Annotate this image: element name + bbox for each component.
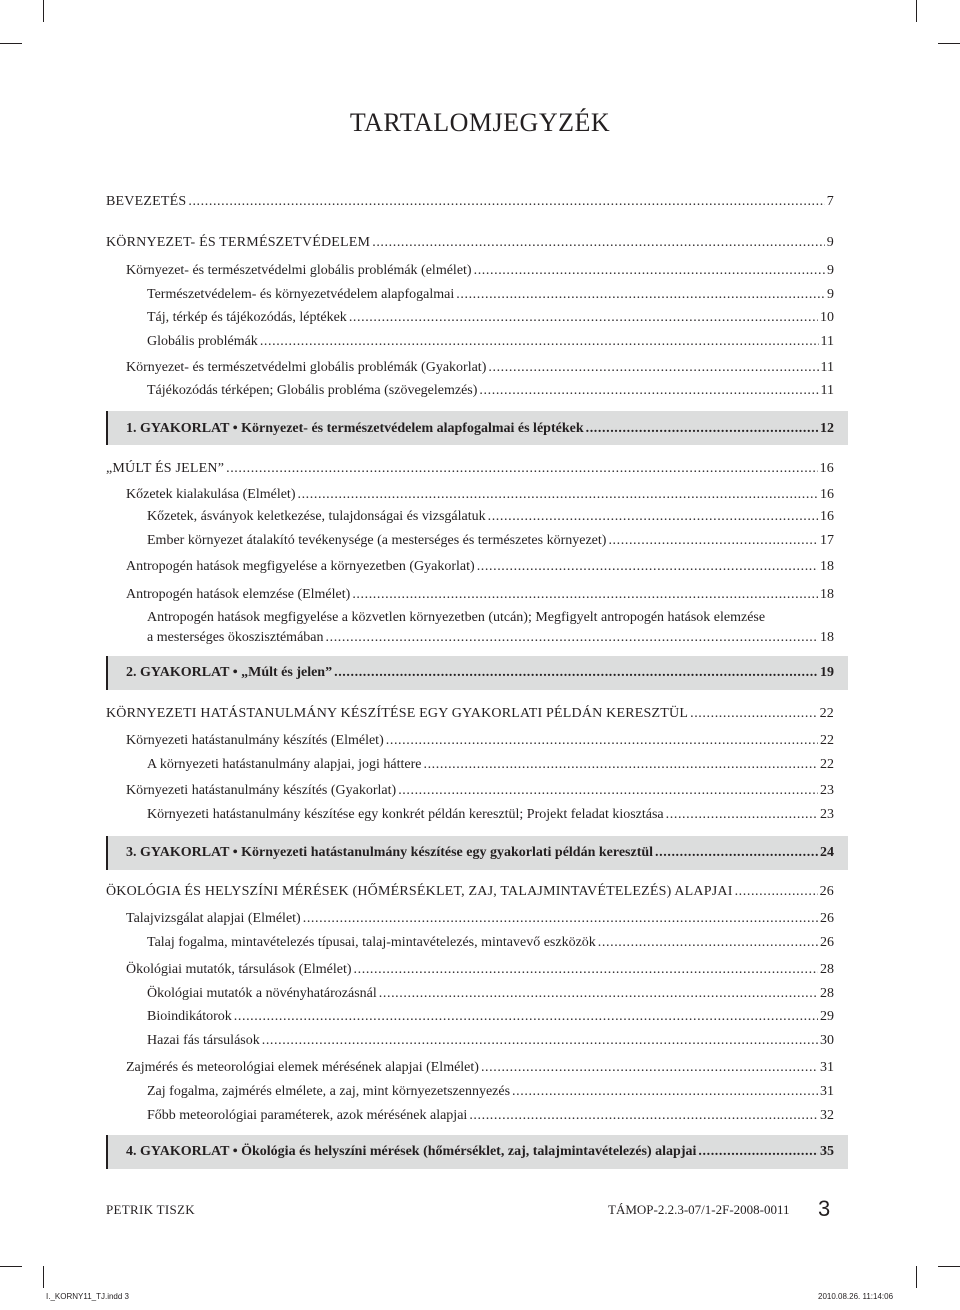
page-number: 3 — [818, 1196, 831, 1221]
toc-entry[interactable]: A környezeti hatástanulmány alapjai, jogi háttere ..... 22 — [147, 757, 834, 773]
page-title: TARTALOMJEGYZÉK — [349, 108, 611, 137]
slug-datetime: 2010.08.26. 11:14:06 — [818, 1292, 894, 1301]
toc-entry[interactable]: Ökológiai mutatók, társulások (Elmélet) ..... 28 — [126, 962, 834, 978]
toc-entry[interactable]: Környezeti hatástanulmány készítés (Elmélet) ..... 22 — [126, 733, 834, 749]
toc-entry[interactable]: Környezeti hatástanulmány készítése egy konkrét példán keresztül; Projekt feladat kiosztása ..... 23 — [147, 807, 834, 823]
crop-mark — [0, 1266, 22, 1267]
toc-entry[interactable]: ÖKOLÓGIA ÉS HELYSZÍNI MÉRÉSEK (HŐMÉRSÉKLET, ZAJ, TALAJMINTAVÉTELEZÉS) ALAPJAI ..... 26 — [106, 884, 834, 900]
slug-file: I._KORNY11_TJ.indd 3 — [46, 1292, 130, 1301]
toc-entry-gyakorlat[interactable]: 1. GYAKORLAT • Környezet- és természetvédelem alapfogalmai és léptékek ..... 12 — [126, 421, 834, 437]
crop-mark — [43, 1266, 44, 1288]
toc-entry[interactable]: Tájékozódás térképen; Globális probléma (szövegelemzés) ..... 11 — [147, 383, 834, 399]
toc-entry[interactable]: Környezeti hatástanulmány készítés (Gyakorlat) ..... 23 — [126, 783, 834, 799]
toc-entry[interactable]: Talajvizsgálat alapjai (Elmélet) ..... 26 — [126, 911, 834, 927]
toc-entry[interactable]: Globális problémák ..... 11 — [147, 334, 834, 350]
toc-entry[interactable]: Hazai fás társulások ..... 30 — [147, 1033, 834, 1049]
toc-entry[interactable]: Talaj fogalma, mintavételezés típusai, talaj-mintavételezés, mintavevő eszközök ..... 26 — [147, 935, 834, 951]
footer-project-code: TÁMOP-2.2.3-07/1-2F-2008-0011 — [608, 1202, 790, 1217]
toc-entry[interactable]: BEVEZETÉS ..... 7 — [106, 194, 834, 210]
toc-entry[interactable]: Környezet- és természetvédelmi globális problémák (Gyakorlat) ..... 11 — [126, 360, 834, 376]
toc-entry[interactable]: Főbb meteorológiai paraméterek, azok mérésének alapjai ..... 32 — [147, 1108, 834, 1124]
toc-entry[interactable]: Környezet- és természetvédelmi globális problémák (elmélet) ..... 9 — [126, 263, 834, 279]
crop-mark — [916, 0, 917, 22]
toc-entry[interactable]: Antropogén hatások megfigyelése a környezetben (Gyakorlat) ..... 18 — [126, 559, 834, 575]
toc-entry[interactable]: Táj, térkép és tájékozódás, léptékek ..... 10 — [147, 310, 834, 326]
crop-mark — [916, 1266, 917, 1288]
toc-entry[interactable]: Antropogén hatások elemzése (Elmélet) ..... 18 — [126, 587, 834, 603]
crop-mark — [0, 43, 22, 44]
toc-entry[interactable]: KÖRNYEZETI HATÁSTANULMÁNY KÉSZÍTÉSE EGY GYAKORLATI PÉLDÁN KERESZTÜL ..... 22 — [106, 706, 834, 722]
crop-mark — [938, 1266, 960, 1267]
toc-entry[interactable]: Bioindikátorok ..... 29 — [147, 1009, 834, 1025]
toc-entry-gyakorlat[interactable]: 2. GYAKORLAT • „Múlt és jelen” ..... 19 — [126, 665, 834, 681]
toc-entry[interactable]: Kőzetek, ásványok keletkezése, tulajdonságai és vizsgálatuk ..... 16 — [147, 509, 834, 525]
toc-entry-gyakorlat[interactable]: 4. GYAKORLAT • Ökológia és helyszíni mérések (hőmérséklet, zaj, talajmintavételezés) alapjai ..... 35 — [126, 1144, 834, 1160]
toc-entry[interactable]: Zajmérés és meteorológiai elemek mérésének alapjai (Elmélet) ..... 31 — [126, 1060, 834, 1076]
toc-entry[interactable]: Ember környezet átalakító tevékenysége (a mesterséges és természetes környezet) ..... 17 — [147, 533, 834, 549]
crop-mark — [938, 43, 960, 44]
toc-entry[interactable]: Ökológiai mutatók a növényhatározásnál ..... 28 — [147, 986, 834, 1002]
toc-entry-gyakorlat[interactable]: 3. GYAKORLAT • Környezeti hatástanulmány készítése egy gyakorlati példán keresztül ..... 24 — [126, 845, 834, 861]
crop-mark — [43, 0, 44, 22]
toc-entry[interactable]: KÖRNYEZET- ÉS TERMÉSZETVÉDELEM ..... 9 — [106, 235, 834, 251]
toc-entry[interactable]: Zaj fogalma, zajmérés elmélete, a zaj, mint környezetszennyezés ..... 31 — [147, 1084, 834, 1100]
footer-publisher: PETRIK TISZK — [106, 1202, 195, 1217]
toc-entry[interactable]: Természetvédelem- és környezetvédelem alapfogalmai ..... 9 — [147, 287, 834, 303]
toc-entry[interactable]: Antropogén hatások megfigyelése a közvetlen környezetben (utcán); Megfigyelt antropogén hatások elemzése a mesterséges ökoszisztémában ..... 18 — [147, 610, 834, 646]
toc-entry[interactable]: „MÚLT ÉS JELEN” ..... 16 — [106, 461, 834, 477]
toc-entry[interactable]: Kőzetek kialakulása (Elmélet) ..... 16 — [126, 487, 834, 503]
